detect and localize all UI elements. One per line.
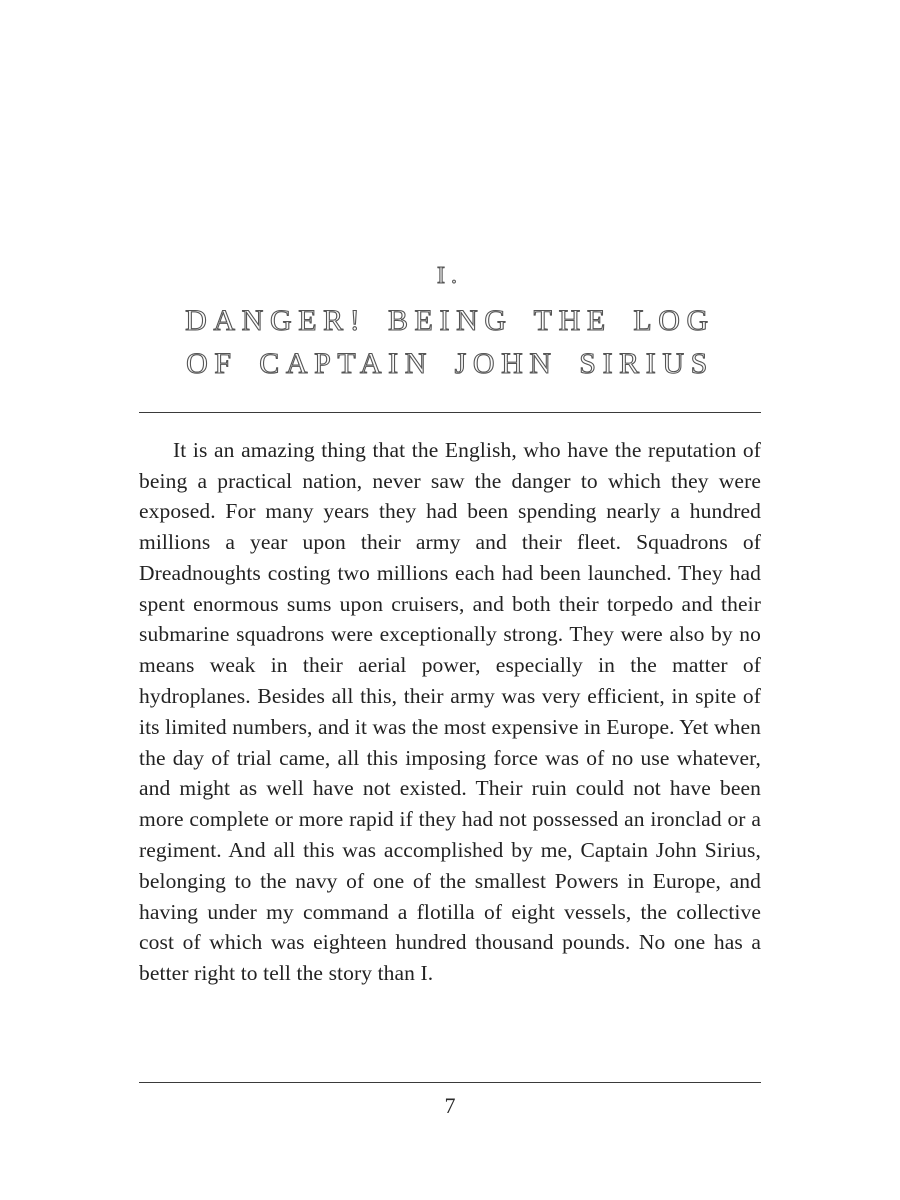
page-number: 7: [444, 1093, 456, 1118]
body-text: [139, 435, 761, 989]
chapter-title-line-1: DANGER! BEING THE LOG: [185, 303, 715, 337]
bottom-divider: [139, 1082, 761, 1083]
page-content: [139, 0, 761, 989]
page-footer: [139, 1082, 761, 1119]
chapter-number: I.: [437, 263, 463, 289]
chapter-title-line-2: OF CAPTAIN JOHN SIRIUS: [186, 347, 714, 381]
chapter-title: [139, 299, 761, 386]
chapter-heading: [139, 262, 761, 386]
body-paragraph: It is an amazing thing that the English, who have the reputation of being a practical nation, never saw the danger to which they were exposed. For many years they had been spending nearly a hundred millions a year upon their army and their fleet. Squadrons of Dreadnoughts costing two millions each had been launched. They had spent enormous sums upon cruisers, and both their torpedo and their submarine squadrons were exceptionally strong. They were also by no means weak in their aerial power, especially in the matter of hydroplanes. Besides all this, their army was very efficient, in spite of its limited numbers, and it was the most expensive in Europe. Yet when the day of trial came, all this imposing force was of no use whatever, and might as well have not existed. Their ruin could not have been more complete or more rapid if they had not possessed an ironclad or a regiment. And all this was accomplished by me, Captain John Sirius, belonging to the navy of one of the smallest Powers in Europe, and having under my command a flotilla of eight vessels, the collective cost of which was eighteen hundred thousand pounds. No one has a better right to tell the story than I.: [139, 437, 761, 986]
top-divider: [139, 412, 761, 413]
